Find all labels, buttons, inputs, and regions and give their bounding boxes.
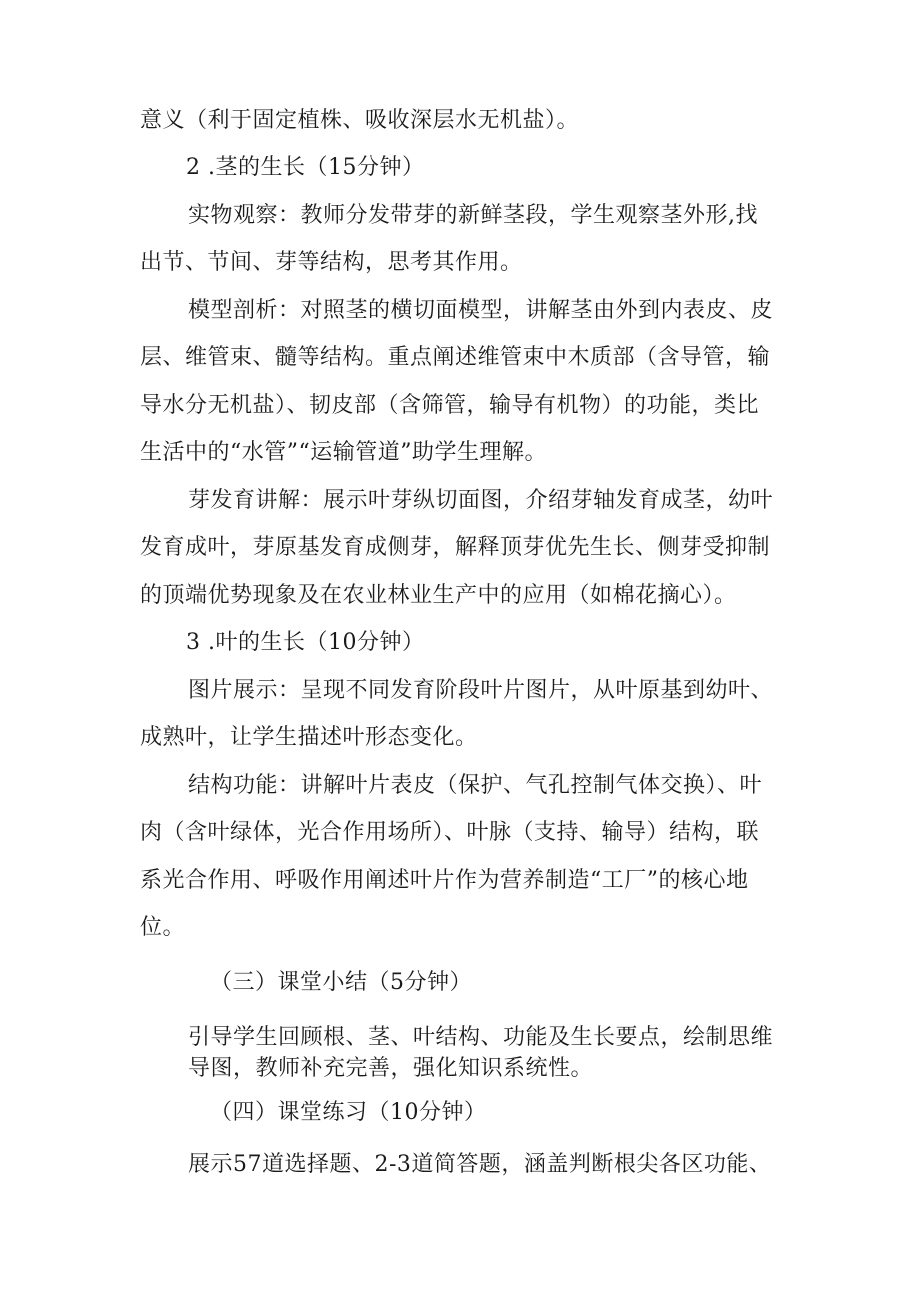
- paragraph-line: 出节、节间、芽等结构，思考其作用。: [140, 250, 523, 275]
- paragraph-line: 发育成叶，芽原基发育成侧芽，解释顶芽优先生长、侧芽受抑制: [140, 535, 771, 560]
- paragraph-line: 模型剖析：对照茎的横切面模型，讲解茎由外到内表皮、皮: [188, 298, 774, 323]
- section-heading-stem-growth: 2 .茎的生长（15分钟）: [186, 155, 425, 180]
- paragraph-line: 层、维管束、髓等结构。重点阐述维管束中木质部（含导管，输: [140, 345, 771, 370]
- paragraph-line: 意义（利于固定植株、吸收深层水无机盐）。: [140, 108, 580, 133]
- paragraph-line: 导水分无机盐）、韧皮部（含筛管，输导有机物）的功能，类比: [140, 393, 760, 418]
- section-heading-class-practice: （四）课堂练习（10分钟）: [210, 1100, 487, 1125]
- section-heading-leaf-growth: 3 .叶的生长（10分钟）: [186, 630, 425, 655]
- paragraph-line: 成熟叶，让学生描述叶形态变化。: [140, 725, 478, 750]
- paragraph-line: 位。: [140, 915, 186, 940]
- paragraph-line: 系光合作用、呼吸作用阐述叶片作为营养制造“工厂”的核心地: [140, 868, 749, 893]
- paragraph-line: 生活中的“水管”“运输管道”助学生理解。: [140, 440, 547, 465]
- paragraph-line: 引导学生回顾根、茎、叶结构、功能及生长要点，绘制思维: [188, 1025, 774, 1050]
- paragraph-line: 的顶端优势现象及在农业林业生产中的应用（如棉花摘心）。: [140, 583, 737, 608]
- paragraph-line: 图片展示：呈现不同发育阶段叶片图片，从叶原基到幼叶、: [188, 678, 774, 703]
- paragraph-line: 导图，教师补充完善，强化知识系统性。: [188, 1056, 594, 1081]
- paragraph-line: 结构功能：讲解叶片表皮（保护、气孔控制气体交换）、叶: [188, 773, 763, 798]
- paragraph-line: 芽发育讲解：展示叶芽纵切面图，介绍芽轴发育成茎，幼叶: [188, 488, 774, 513]
- paragraph-line: 展示57道选择题、2-3道简答题，涵盖判断根尖各区功能、: [188, 1152, 772, 1177]
- paragraph-line: 肉（含叶绿体，光合作用场所）、叶脉（支持、输导）结构，联: [140, 820, 760, 845]
- section-heading-class-summary: （三）课堂小结（5分钟）: [210, 970, 472, 995]
- paragraph-line: 实物观察：教师分发带芽的新鲜茎段，学生观察茎外形,找: [188, 203, 758, 228]
